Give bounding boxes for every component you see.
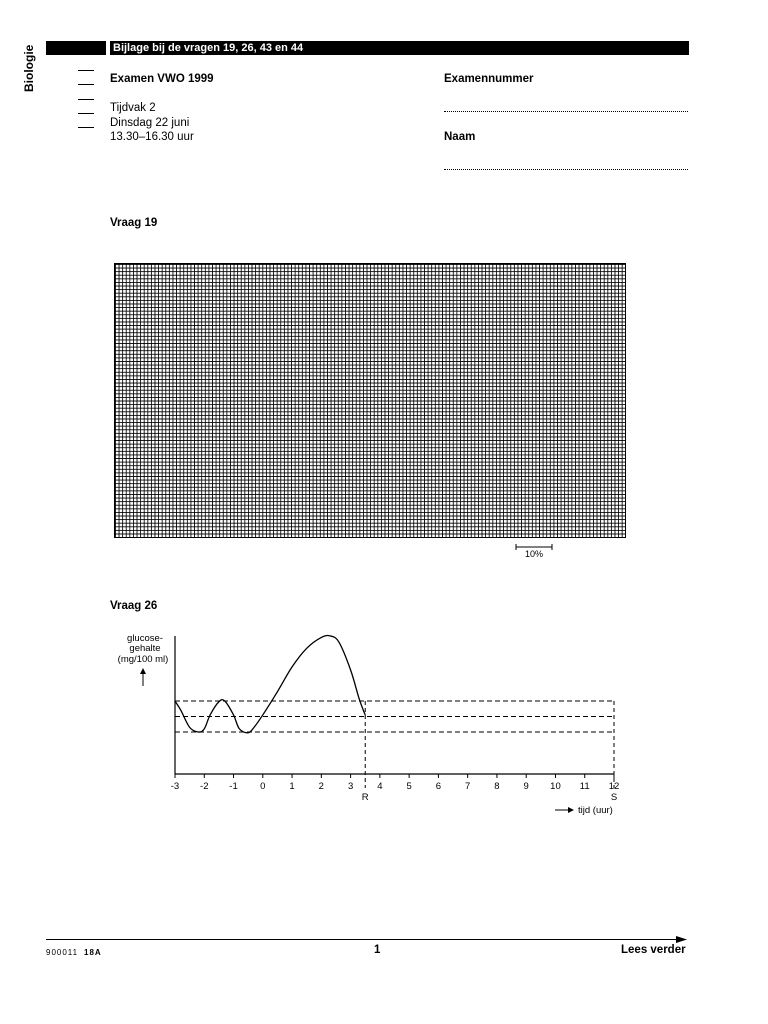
x-tick-label: 11 <box>579 781 590 792</box>
footer-code: 900011 <box>46 948 79 957</box>
x-tick-label: 5 <box>406 781 412 792</box>
exam-number-label: Examennummer <box>444 73 534 85</box>
x-tick-label: -1 <box>229 781 238 792</box>
marker-label: R <box>361 792 369 803</box>
name-field[interactable] <box>444 168 688 170</box>
scale-bar <box>512 543 558 559</box>
exam-period: Tijdvak 2 <box>110 102 156 114</box>
margin-line <box>78 127 94 128</box>
margin-line <box>78 113 94 114</box>
graph-paper-grid[interactable] <box>114 263 626 538</box>
footer-line <box>46 939 682 940</box>
x-tick-label: 6 <box>435 781 442 792</box>
exam-title: Examen VWO 1999 <box>110 73 214 85</box>
y-axis-label-line-1: glucose- <box>127 633 163 644</box>
x-tick-label: 1 <box>289 781 295 792</box>
continue-label: Lees verder <box>621 944 686 956</box>
x-tick-label: 4 <box>377 781 383 792</box>
x-tick-label: 3 <box>347 781 354 792</box>
exam-date: Dinsdag 22 juni <box>110 117 190 129</box>
x-tick-label: 7 <box>465 781 471 792</box>
exam-number-field[interactable] <box>444 110 688 112</box>
name-label: Naam <box>444 131 476 143</box>
y-axis-label-line-2: gehalte <box>129 643 161 654</box>
margin-line <box>78 70 94 71</box>
x-tick-label: 0 <box>260 781 266 792</box>
header-black-block <box>46 41 106 55</box>
subject-label: Biologie <box>22 44 36 92</box>
x-axis-arrow <box>555 807 574 813</box>
margin-line <box>78 84 94 85</box>
y-axis-label <box>118 633 169 665</box>
x-tick-label: 2 <box>318 781 324 792</box>
x-tick-label: -2 <box>200 781 209 792</box>
glucose-curve <box>175 635 365 732</box>
scale-label: 10% <box>524 549 544 559</box>
exam-time: 13.30–16.30 uur <box>110 131 194 143</box>
x-tick-label: 10 <box>550 781 561 792</box>
x-axis-label: tijd (uur) <box>578 805 613 816</box>
footer-code-2: 18A <box>84 948 102 957</box>
header-bar: Bijlage bij de vragen 19, 26, 43 en 44 <box>110 41 689 55</box>
glucose-chart <box>105 628 645 828</box>
margin-line <box>78 99 94 100</box>
x-tick-label: 12 <box>608 781 620 792</box>
x-tick-label: 9 <box>523 781 529 792</box>
question-26-label: Vraag 26 <box>110 600 158 612</box>
x-tick-label: -3 <box>170 781 180 792</box>
y-axis-arrow <box>140 668 146 686</box>
question-19-label: Vraag 19 <box>110 217 158 229</box>
y-axis-label-line-3: (mg/100 ml) <box>117 654 169 665</box>
x-tick-label: 8 <box>494 781 500 792</box>
page-number: 1 <box>374 944 381 956</box>
marker-label: S <box>610 792 618 803</box>
